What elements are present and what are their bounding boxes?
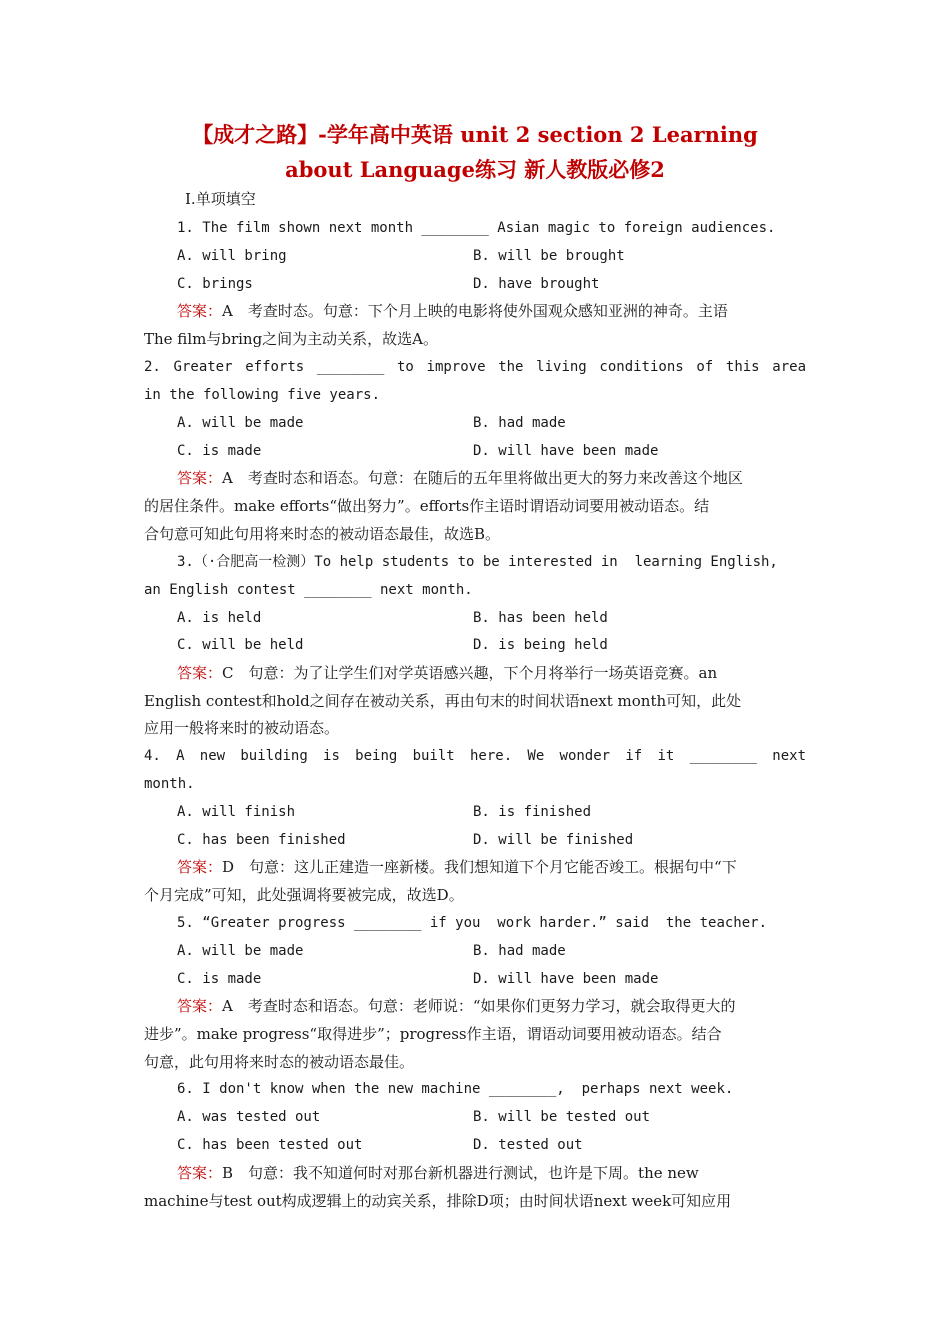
document-title-line1: 【成才之路】-学年高中英语 unit 2 section 2 Learning — [192, 122, 758, 147]
question-stem — [144, 357, 806, 377]
question-stem: 5. “Greater progress ________ if you work harder.” said the teacher. — [177, 915, 768, 931]
answer-label: 答案： — [177, 858, 223, 876]
answer-line: 句意，此句用将来时态的被动语态最佳。 — [144, 1053, 415, 1071]
answer-line — [177, 663, 717, 683]
answer-label: 答案： — [177, 302, 223, 320]
question-stem: 1. The film shown next month ________ Asian magic to foreign audiences. — [177, 220, 776, 236]
option-b: B. has been held — [473, 610, 608, 626]
option-a: A. will bring — [177, 248, 287, 264]
answer-line — [177, 468, 743, 488]
question-stem: 3.（·合肥高一检测）To help students to be interested in learning English, — [177, 554, 778, 570]
answer-text: C 句意：为了让学生们对学英语感兴趣，下个月将举行一场英语竞赛。an — [222, 664, 718, 682]
option-b: B. will be brought — [473, 248, 625, 264]
answer-line: 进步”。make progress“取得进步”；progress作主语，谓语动词要用被动语态。结合 — [144, 1025, 722, 1043]
option-c: C. is made — [177, 971, 262, 987]
answer-text: A 考查时态和语态。句意：老师说：“如果你们更努力学习，就会取得更大的 — [222, 997, 736, 1015]
option-b: B. is finished — [473, 804, 592, 820]
answer-text: A 考查时态。句意：下个月上映的电影将使外国观众感知亚洲的神奇。主语 — [222, 302, 728, 320]
option-c: C. is made — [177, 443, 262, 459]
section-heading: Ⅰ.单项填空 — [185, 190, 256, 208]
option-d: D. will be finished — [473, 832, 634, 848]
option-a: A. will be made — [177, 415, 304, 431]
question-stem-cont: in the following five years. — [144, 387, 381, 403]
answer-label: 答案： — [177, 664, 223, 682]
option-d: D. is being held — [473, 637, 608, 653]
option-b: B. will be tested out — [473, 1109, 651, 1125]
answer-line — [177, 996, 736, 1016]
answer-line: 的居住条件。make efforts“做出努力”。efforts作主语时谓语动词要用被动语态。结 — [144, 497, 710, 515]
option-c: C. will be held — [177, 637, 304, 653]
answer-line — [177, 857, 737, 877]
option-b: B. had made — [473, 943, 566, 959]
option-a: A. will be made — [177, 943, 304, 959]
option-c: C. has been finished — [177, 832, 346, 848]
answer-text: B 句意：我不知道何时对那台新机器进行测试，也许是下周。the new — [222, 1164, 699, 1182]
answer-line: 合句意可知此句用将来时态的被动语态最佳，故选B。 — [144, 525, 501, 543]
question-stem-cont: month. — [144, 776, 195, 792]
answer-line — [177, 1163, 699, 1183]
question-stem: 6. I don't know when the new machine ________, perhaps next week. — [177, 1081, 734, 1097]
answer-line: machine与test out构成逻辑上的动宾关系，排除D项；由时间状语next week可知应用 — [144, 1192, 732, 1210]
answer-text: D 句意：这儿正建造一座新楼。我们想知道下个月它能否竣工。根据句中“下 — [222, 858, 737, 876]
answer-text: A 考查时态和语态。句意：在随后的五年里将做出更大的努力来改善这个地区 — [222, 469, 743, 487]
answer-line: 应用一般将来时的被动语态。 — [144, 719, 340, 737]
option-c: C. has been tested out — [177, 1137, 363, 1153]
answer-line: English contest和hold之间存在被动关系，再由句末的时间状语next month可知，此处 — [144, 692, 742, 710]
option-b: B. had made — [473, 415, 566, 431]
option-c: C. brings — [177, 276, 253, 292]
option-a: A. is held — [177, 610, 262, 626]
option-a: A. will finish — [177, 804, 296, 820]
option-d: D. have brought — [473, 276, 600, 292]
option-d: D. will have been made — [473, 443, 659, 459]
option-a: A. was tested out — [177, 1109, 321, 1125]
answer-line — [177, 301, 728, 321]
answer-label: 答案： — [177, 469, 223, 487]
question-stem-cont: an English contest ________ next month. — [144, 582, 473, 598]
option-d: D. tested out — [473, 1137, 583, 1153]
question-stem-text: 2. Greater efforts ________ to improve the living conditions of this area — [144, 359, 806, 375]
answer-line: 个月完成”可知，此处强调将要被完成，故选D。 — [144, 886, 464, 904]
document-title-line2: about Language练习 新人教版必修2 — [285, 157, 665, 182]
answer-line: The film与bring之间为主动关系，故选A。 — [144, 330, 439, 348]
question-stem — [144, 746, 806, 766]
option-d: D. will have been made — [473, 971, 659, 987]
answer-label: 答案： — [177, 997, 223, 1015]
question-stem-text: 4. A new building is being built here. We wonder if it ________ next — [144, 748, 806, 764]
answer-label: 答案： — [177, 1164, 223, 1182]
